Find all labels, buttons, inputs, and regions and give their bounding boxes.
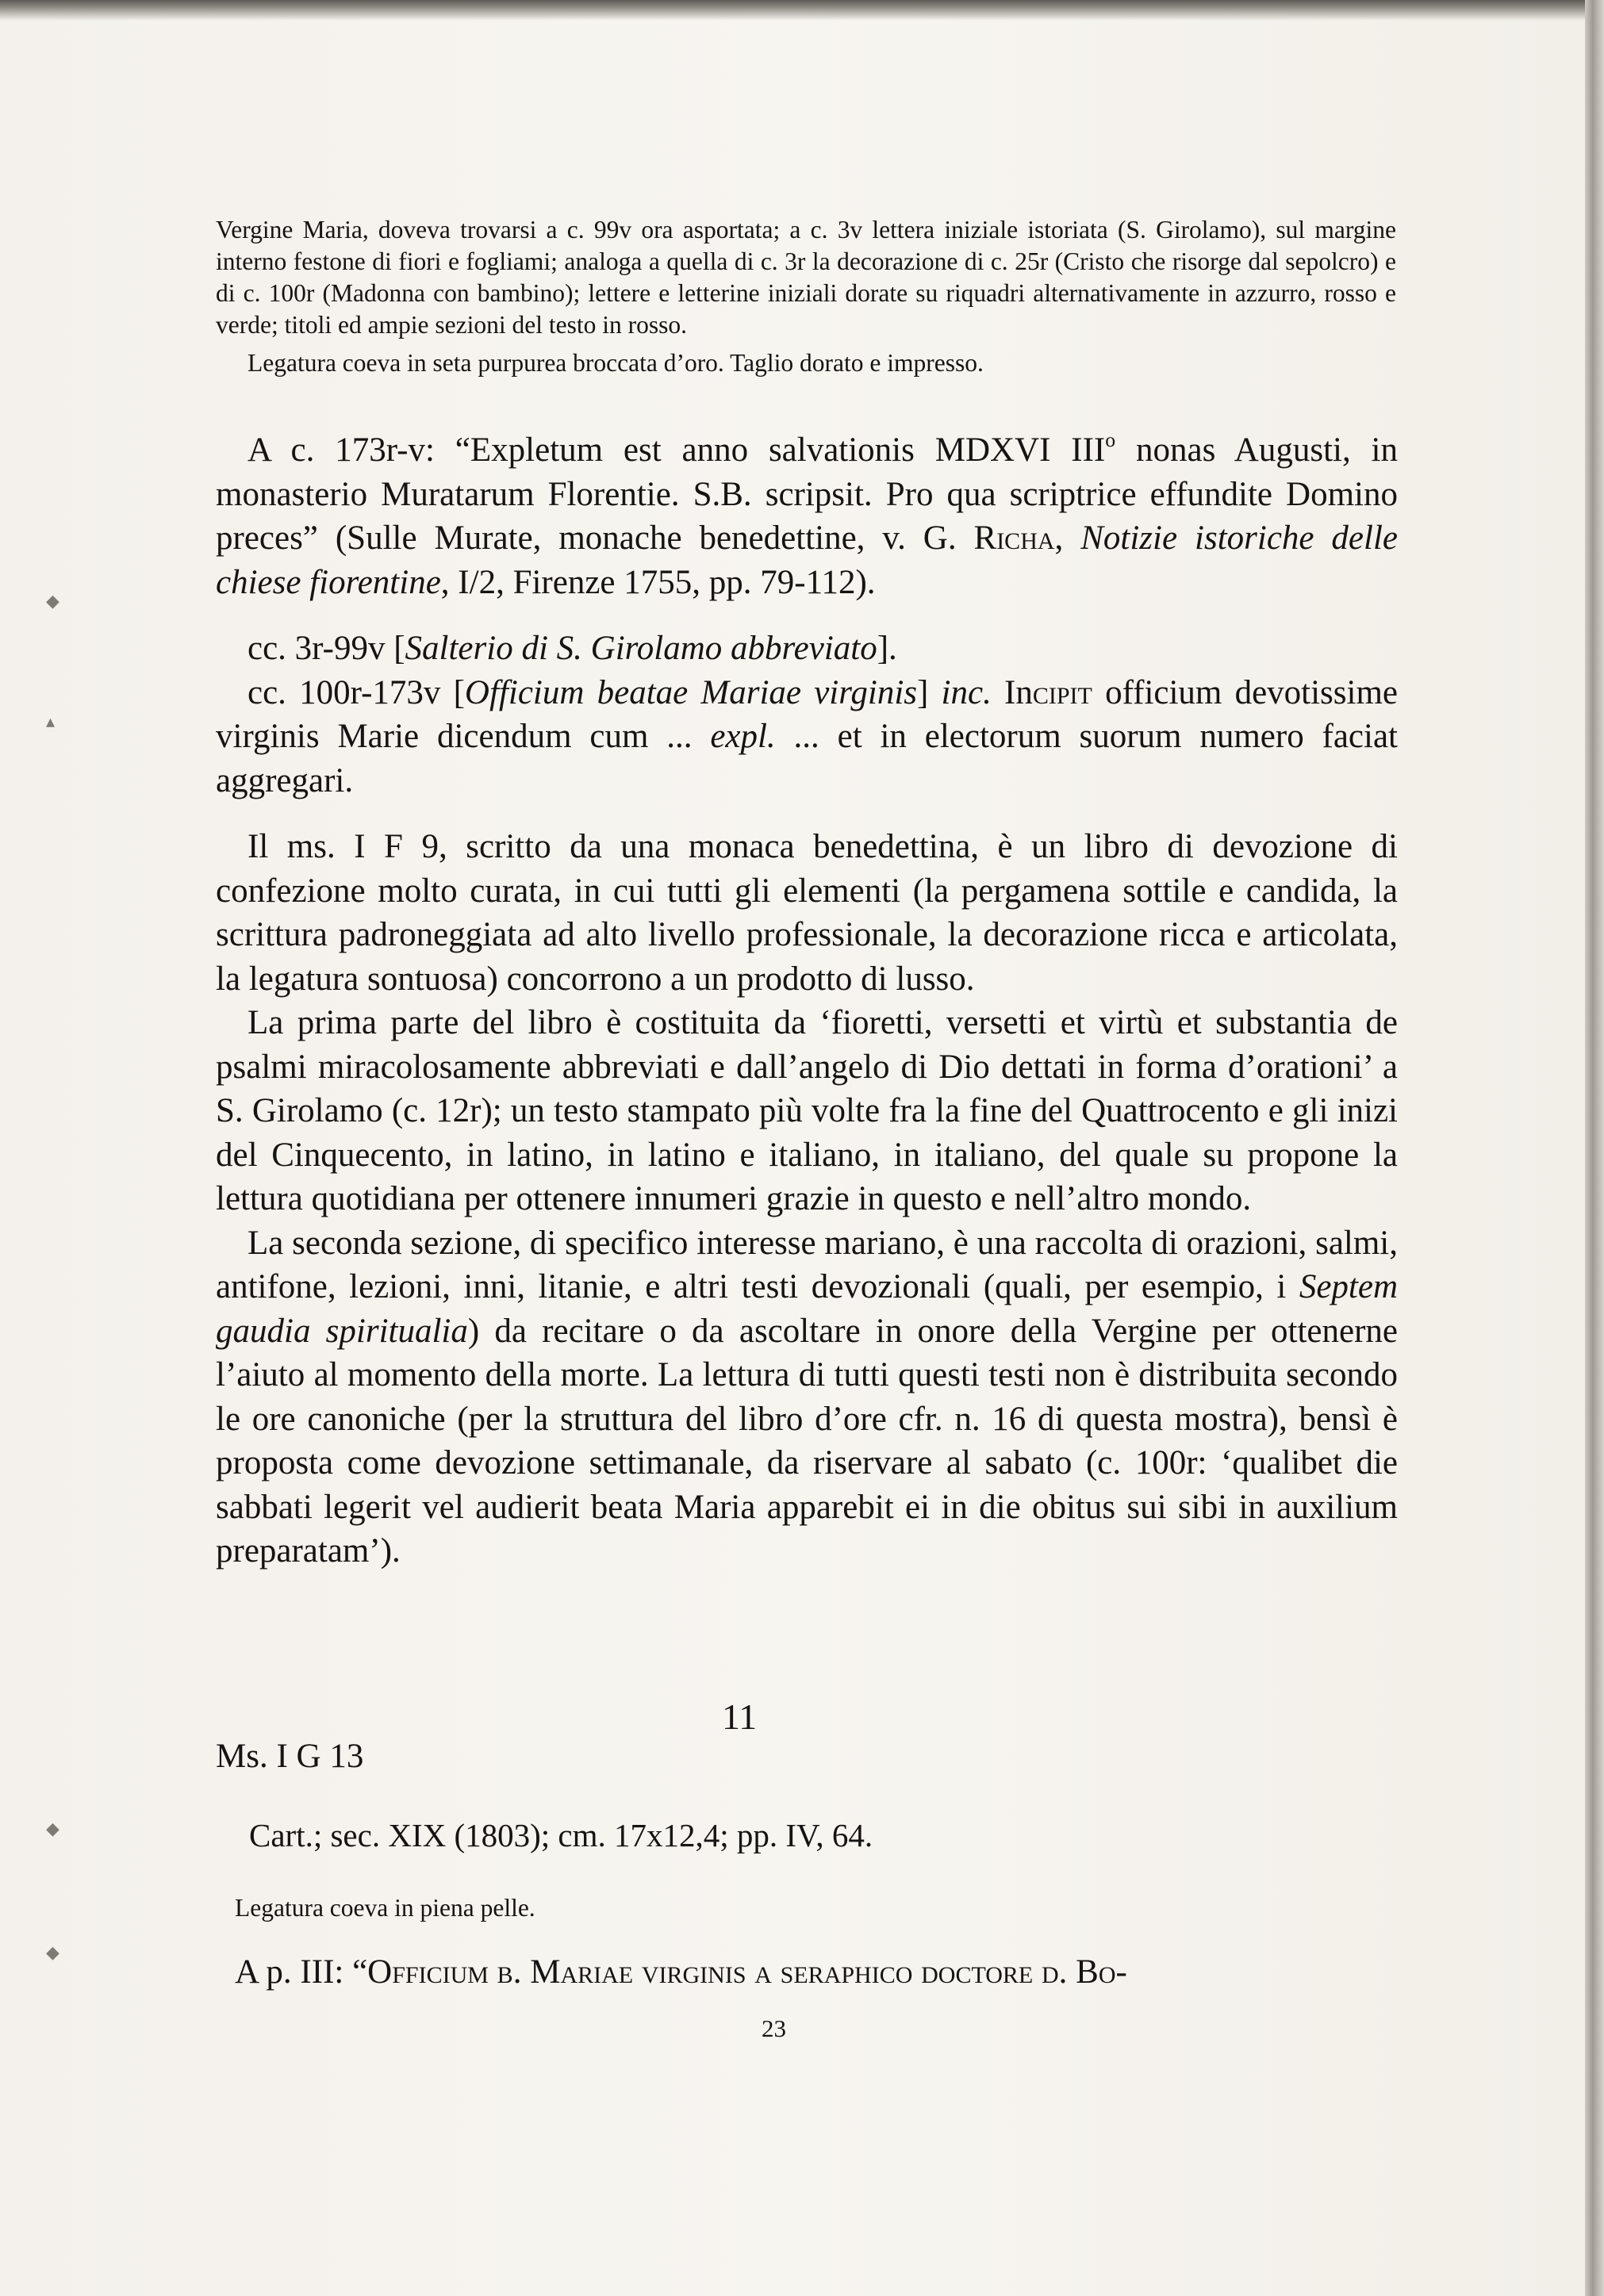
scan-top-shadow: [0, 0, 1604, 21]
commentary-italic: Septem gaudia spiritualia: [216, 1268, 1398, 1350]
colophon-block: [216, 428, 1398, 604]
incipit-line-cap: B: [1076, 1953, 1099, 1991]
manuscript-title: Ms. I G 13: [216, 1738, 364, 1775]
colophon-superscript: o: [1105, 427, 1116, 451]
contents-item-1: [216, 627, 1398, 671]
colophon-text: ,: [1054, 519, 1081, 557]
incipit-line-sc: fficium b.: [392, 1953, 531, 1991]
contents-title: Salterio di S. Girolamo abbreviato: [405, 630, 877, 667]
description-block: [216, 214, 1396, 379]
incipit-cap: In: [991, 673, 1033, 711]
colophon-work-title: Notizie istoriche delle chiese fiorentine: [216, 519, 1398, 601]
punch-hole-mark: ◆: [46, 1819, 59, 1838]
contents-ref: cc. 3r-99v [: [248, 630, 405, 667]
colophon-author: Richa: [973, 519, 1055, 557]
punch-hole-mark: ◆: [46, 591, 59, 611]
page-number: 23: [762, 2014, 786, 2042]
colophon-text: , I/2, Firenze 1755, pp. 79-112).: [440, 563, 876, 601]
binding-note: Legatura coeva in seta purpurea broccata d’oro. Taglio dorato e impresso.: [248, 349, 984, 377]
binding-note-2: Legatura coeva in piena pelle.: [235, 1894, 535, 1922]
commentary-text: ) da recitare o da ascoltare in onore della Vergine per ottenerne l’aiuto al momento della morte. La lettura di tutti questi testi non è distribuita secondo le ore canoniche (per la struttura del libro d’ore cfr. n. 16 di questa mostra), bensì è proposta come devozione settimanale, da riservare al sabato (c. 100r: ‘qualibet die sabbati legerit vel audierit beata Maria apparebit ei in die obitus sui sibi in auxilium preparatam’).: [216, 1312, 1398, 1570]
contents-block: [216, 627, 1398, 803]
colophon-paragraph: [216, 428, 1398, 604]
explicit-text: ... et in electorum suorum numero faciat aggregari.: [216, 718, 1398, 799]
incipit-line-cap: O: [367, 1953, 393, 1991]
contents-ref: ]: [917, 673, 942, 711]
incipit-line-sc: ariae virginis a seraphico doctore d.: [560, 1953, 1076, 1991]
commentary-paragraph-1: Il ms. I F 9, scritto da una monaca benedettina, è un libro di devozione di confezione molto curata, in cui tutti gli elementi (la pergamena sottile e candida, la scrittura padroneggiata ad alto livello professionale, la decorazione ricca e articolata, la legatura sontuosa) concorrono a un prodotto di lusso.: [216, 828, 1398, 998]
explicit-label: expl.: [710, 718, 776, 755]
description-paragraph: Vergine Maria, doveva trovarsi a c. 99v ora asportata; a c. 3v lettera iniziale istoriata (S. Girolamo), sul margine interno festone di fiori e fogliami; analoga a quella di c. 3r la decorazione di c. 25r (Cristo che risorge dal sepolcro) e di c. 100r (Madonna con bambino); lettere e letterine iniziali dorate su riquadri alternativamente in azzurro, rosso e verde; titoli ed ampie sezioni del testo in rosso.: [216, 216, 1396, 339]
contents-ref: cc. 100r-173v [: [248, 673, 465, 711]
commentary-text: La seconda sezione, di specifico interesse mariano, è una raccolta di orazioni, salmi, antifone, lezioni, inni, litanie, e altri testi devozionali (quali, per esempio, i: [216, 1224, 1398, 1305]
incipit-label: inc.: [941, 673, 992, 711]
punch-hole-mark: ◆: [46, 1942, 59, 1962]
incipit-sc: cipit: [1032, 673, 1092, 711]
incipit-line-text: A p. III: “: [235, 1953, 368, 1991]
colophon-text: A c. 173r-v: “Expletum est anno salvationis MDXVI III: [248, 431, 1106, 469]
incipit-line-cap: M: [530, 1953, 561, 1991]
commentary-paragraph-3: [216, 1221, 1398, 1573]
colophon-text: nonas Augusti, in monasterio Muratarum Florentie. S.B. scripsit. Pro qua scriptrice effundite Domino preces” (Sulle Murate, monache benedettine, v. G.: [216, 431, 1399, 557]
contents-ref: ].: [877, 630, 897, 667]
incipit-line: [235, 1953, 1127, 1991]
commentary-block: [216, 825, 1398, 1573]
contents-title: Officium beatae Mariae virginis: [464, 673, 918, 711]
punch-hole-mark: ▴: [46, 711, 56, 731]
physical-description: Cart.; sec. XIX (1803); cm. 17x12,4; pp. IV, 64.: [249, 1817, 873, 1853]
entry-number: 11: [722, 1696, 758, 1737]
page-right-edge: [1585, 0, 1604, 2296]
incipit-text: officium devotissime virginis Marie dicendum cum ...: [216, 673, 1398, 755]
contents-item-2: [216, 671, 1398, 803]
incipit-line-sc: o-: [1098, 1953, 1127, 1991]
commentary-paragraph-2: La prima parte del libro è costituita da ‘fioretti, versetti et virtù et substantia de psalmi miracolosamente abbreviati e dall’angelo di Dio dettati in forma d’orationi’ a S. Girolamo (c. 12r); un testo stampato più volte fra la fine del Quattrocento e gli inizi del Cinquecento, in latino, in latino e italiano, in italiano, del quale su propone la lettura quotidiana per ottenere innumeri grazie in questo e nell’altro mondo.: [216, 1004, 1398, 1217]
